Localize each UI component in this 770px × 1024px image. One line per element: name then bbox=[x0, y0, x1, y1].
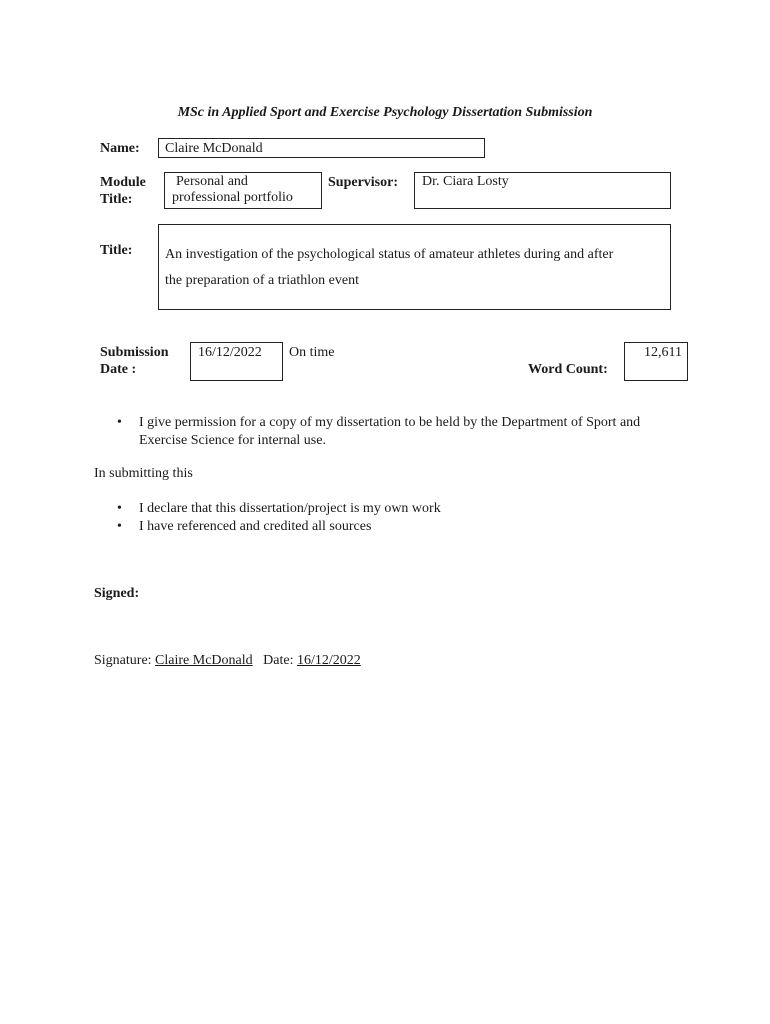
signature-label: Signature: bbox=[94, 653, 152, 668]
permission-item bbox=[94, 414, 714, 449]
module-value-line1: Personal and bbox=[176, 174, 248, 189]
submission-date-label bbox=[100, 344, 168, 378]
signature-name: Claire McDonald bbox=[155, 653, 253, 668]
word-count-field bbox=[624, 342, 688, 381]
supervisor-label: Supervisor: bbox=[328, 175, 398, 190]
declaration-text: I declare that this dissertation/project is my own work bbox=[139, 501, 441, 516]
name-field bbox=[158, 138, 485, 158]
permission-list bbox=[94, 414, 714, 449]
name-value: Claire McDonald bbox=[165, 141, 263, 156]
permission-line2: Exercise Science for internal use. bbox=[139, 432, 326, 448]
word-count-label: Word Count: bbox=[528, 362, 608, 377]
signature-date: 16/12/2022 bbox=[296, 653, 361, 668]
signature-date-label: Date: bbox=[263, 653, 294, 668]
bullet-icon: • bbox=[117, 518, 122, 534]
module-label-line2: Title: bbox=[100, 192, 133, 207]
title-value-line2: the preparation of a triathlon event bbox=[165, 273, 359, 288]
supervisor-value: Dr. Ciara Losty bbox=[422, 174, 509, 189]
submitting-intro: In submitting this bbox=[94, 466, 193, 481]
bullet-icon: • bbox=[117, 415, 122, 430]
title-label: Title: bbox=[100, 243, 133, 258]
module-value-line2: professional portfolio bbox=[172, 190, 293, 205]
title-value-line1: An investigation of the psychological status of amateur athletes during and after bbox=[165, 247, 614, 262]
module-label bbox=[100, 174, 146, 208]
declaration-item bbox=[94, 518, 714, 536]
supervisor-field bbox=[414, 172, 671, 209]
submission-date-field bbox=[190, 342, 283, 381]
signature-line bbox=[94, 652, 361, 669]
word-count-value: 12,611 bbox=[644, 345, 682, 360]
submission-label-line2: Date : bbox=[100, 362, 137, 377]
declaration-list bbox=[94, 500, 714, 535]
submission-status: On time bbox=[289, 345, 335, 360]
name-label: Name: bbox=[100, 141, 140, 156]
title-field bbox=[158, 224, 671, 310]
permission-line1: I give permission for a copy of my dissertation to be held by the Department of Sport and bbox=[139, 415, 641, 430]
submission-date-value: 16/12/2022 bbox=[198, 345, 262, 360]
page-title: MSc in Applied Sport and Exercise Psychology Dissertation Submission bbox=[177, 105, 593, 120]
submission-label-line1: Submission bbox=[100, 345, 169, 360]
bullet-icon: • bbox=[117, 501, 122, 516]
declaration-text: I have referenced and credited all sources bbox=[139, 518, 372, 534]
signed-label: Signed: bbox=[94, 586, 140, 601]
module-field bbox=[164, 172, 322, 209]
module-label-line1: Module bbox=[100, 175, 146, 190]
declaration-item bbox=[94, 500, 714, 518]
